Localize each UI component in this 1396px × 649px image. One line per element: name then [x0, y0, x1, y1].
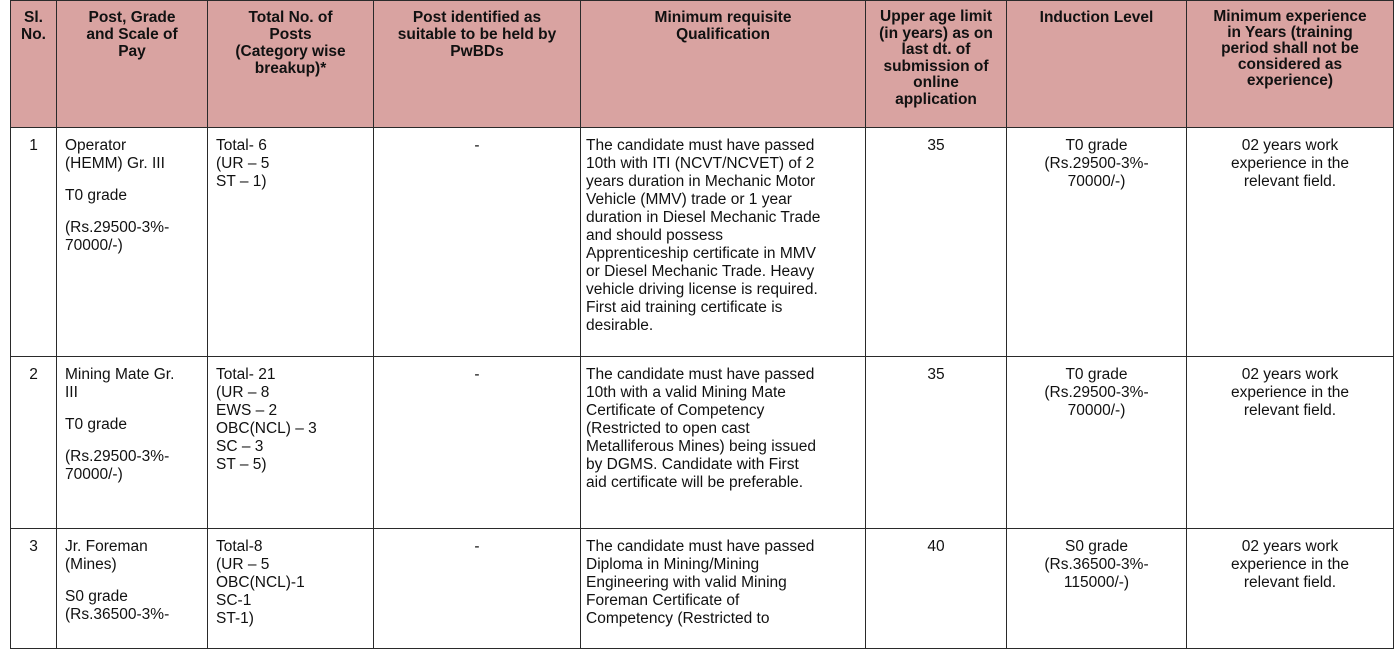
- text-line: and Scale of: [86, 26, 178, 43]
- cell-qualification: [581, 357, 866, 529]
- text-line: experience in the: [1230, 155, 1350, 172]
- cell-pwbd: -: [374, 128, 581, 357]
- text-line: 70000/-): [1067, 402, 1126, 419]
- text-line: 70000/-): [1067, 173, 1126, 190]
- text-line: duration in Diesel Mechanic Trade: [586, 209, 821, 226]
- text-line: (in years) as on: [879, 24, 993, 42]
- text-line: Total No. of: [248, 9, 333, 26]
- header-min-experience: [1187, 1, 1394, 128]
- text-line: (UR – 8: [216, 384, 270, 401]
- text-line: Post, Grade: [88, 9, 176, 26]
- cell-upper-age: 40: [866, 529, 1007, 649]
- text-line: (Rs.29500-3%-: [65, 448, 170, 465]
- text-line: The candidate must have passed: [586, 137, 815, 154]
- cell-sl: 1: [11, 128, 57, 357]
- cell-induction-level: [1007, 357, 1187, 529]
- text-line: Jr. Foreman: [65, 538, 148, 555]
- text-line: aid certificate will be preferable.: [586, 474, 804, 491]
- text-line: (Category wise: [235, 43, 346, 60]
- text-line: Apprenticeship certificate in MMV: [586, 245, 817, 262]
- cell-post: Jr. Foreman (Mines) S0 grade (Rs.36500-3%-: [57, 529, 208, 649]
- text-line: 02 years work: [1241, 366, 1339, 383]
- table-row: [11, 357, 1394, 529]
- header-pwbd: [374, 1, 581, 128]
- header-post-grade: [57, 1, 208, 128]
- text-line: Qualification: [676, 26, 770, 43]
- text-line: submission of: [883, 57, 989, 75]
- text-line: 70000/-): [65, 237, 123, 254]
- text-line: (Rs.29500-3%-: [1044, 155, 1149, 172]
- text-line: suitable to be held by: [397, 26, 557, 43]
- text-line: years duration in Mechanic Motor: [586, 173, 816, 190]
- text-line: (Restricted to open cast: [586, 420, 750, 437]
- text-line: Diploma in Mining/Mining: [586, 556, 760, 573]
- text-line: (UR – 5: [216, 556, 270, 573]
- text-line: or Diesel Mechanic Trade. Heavy: [586, 263, 815, 280]
- text-line: Operator: [65, 137, 127, 154]
- cell-total-posts: [208, 128, 374, 357]
- cell-post: Operator (HEMM) Gr. III T0 grade (Rs.29500-3%- 70000/-): [57, 128, 208, 357]
- table-row: [11, 128, 1394, 357]
- text-line: online: [913, 74, 959, 91]
- text-line: in Years (training: [1227, 24, 1353, 41]
- cell-pwbd: -: [374, 357, 581, 529]
- cell-min-experience: [1187, 128, 1394, 357]
- text-line: Metalliferous Mines) being issued: [586, 438, 817, 455]
- text-line: Minimum requisite: [654, 9, 792, 26]
- cell-sl: 3: [11, 529, 57, 649]
- header-qualification: [581, 1, 866, 128]
- header-sl-no: [11, 1, 57, 128]
- cell-upper-age: 35: [866, 128, 1007, 357]
- text-line: The candidate must have passed: [586, 538, 815, 555]
- text-line: PwBDs: [450, 43, 504, 60]
- text-line: Posts: [269, 26, 312, 43]
- text-line: Sl.: [24, 9, 43, 26]
- text-line: vehicle driving license is required.: [586, 281, 818, 298]
- text-line: S0 grade: [1065, 538, 1128, 555]
- cell-induction-level: [1007, 529, 1187, 649]
- text-line: considered as: [1237, 56, 1343, 73]
- text-line: 115000/-): [1063, 574, 1130, 591]
- header-induction-level: [1007, 1, 1187, 128]
- text-line: Minimum experience: [1213, 8, 1367, 25]
- text-line: Induction Level: [1039, 9, 1154, 26]
- recruitment-table: [10, 0, 1394, 649]
- text-line: ST – 5): [216, 456, 267, 473]
- cell-sl: 2: [11, 357, 57, 529]
- header-total-posts: [208, 1, 374, 128]
- text-line: 70000/-): [65, 466, 123, 483]
- text-line: OBC(NCL) – 3: [216, 420, 317, 437]
- text-line: Vehicle (MMV) trade or 1 year: [586, 191, 792, 208]
- cell-qualification: [581, 128, 866, 357]
- text-line: Engineering with valid Mining: [586, 574, 787, 591]
- text-line: by DGMS. Candidate with First: [586, 456, 799, 473]
- text-line: period shall not be: [1221, 40, 1359, 57]
- cell-induction-level: [1007, 128, 1187, 357]
- text-line: experience in the: [1230, 556, 1350, 573]
- text-line: No.: [21, 26, 46, 43]
- text-line: Mining Mate Gr.: [65, 366, 175, 383]
- text-line: and should possess: [586, 227, 724, 244]
- text-line: (Mines): [65, 556, 117, 573]
- text-line: Total- 6: [216, 137, 267, 154]
- text-line: ST-1): [216, 610, 254, 627]
- text-line: Total-8: [216, 538, 263, 555]
- text-line: The candidate must have passed: [586, 366, 815, 383]
- cell-upper-age: 35: [866, 357, 1007, 529]
- text-line: Post identified as: [412, 9, 542, 26]
- cell-total-posts: [208, 529, 374, 649]
- text-line: relevant field.: [1243, 574, 1337, 591]
- text-line: III: [65, 384, 78, 401]
- header-upper-age: [866, 1, 1007, 128]
- text-line: 02 years work: [1241, 137, 1339, 154]
- text-line: (Rs.29500-3%-: [1044, 384, 1149, 401]
- text-line: Total- 21: [216, 366, 276, 383]
- cell-total-posts: [208, 357, 374, 529]
- text-line: (UR – 5: [216, 155, 270, 172]
- text-line: desirable.: [586, 317, 654, 334]
- text-line: 10th with a valid Mining Mate: [586, 384, 786, 401]
- text-line: (Rs.36500-3%-: [65, 606, 170, 623]
- text-line: breakup)*: [254, 60, 327, 77]
- text-line: last dt. of: [901, 41, 971, 58]
- cell-min-experience: [1187, 357, 1394, 529]
- text-line: T0 grade: [1065, 137, 1128, 154]
- text-line: experience in the: [1230, 384, 1350, 401]
- text-line: SC – 3: [216, 438, 264, 455]
- text-line: 10th with ITI (NCVT/NCVET) of 2: [586, 155, 815, 172]
- text-line: (Rs.36500-3%-: [1044, 556, 1149, 573]
- text-line: T0 grade: [1065, 366, 1128, 383]
- text-line: EWS – 2: [216, 402, 278, 419]
- text-line: SC-1: [216, 592, 252, 609]
- cell-qualification: [581, 529, 866, 649]
- table-header: [11, 1, 1394, 128]
- text-line: relevant field.: [1243, 402, 1337, 419]
- cell-min-experience: [1187, 529, 1394, 649]
- table-row: [11, 529, 1394, 649]
- text-line: (HEMM) Gr. III: [65, 155, 165, 172]
- text-line: experience): [1246, 72, 1334, 89]
- text-line: Upper age limit: [880, 8, 992, 25]
- text-line: (Rs.29500-3%-: [65, 219, 170, 236]
- text-line: application: [895, 90, 977, 108]
- text-line: 02 years work: [1241, 538, 1339, 555]
- text-line: relevant field.: [1243, 173, 1337, 190]
- text-line: OBC(NCL)-1: [216, 574, 305, 591]
- text-line: Foreman Certificate of: [586, 592, 740, 609]
- text-line: Certificate of Competency: [586, 402, 765, 419]
- text-line: First aid training certificate is: [586, 299, 783, 316]
- cell-pwbd: -: [374, 529, 581, 649]
- text-line: Competency (Restricted to: [586, 610, 770, 627]
- text-line: ST – 1): [216, 173, 267, 190]
- cell-post: Mining Mate Gr. III T0 grade (Rs.29500-3%- 70000/-): [57, 357, 208, 529]
- text-line: Pay: [118, 43, 146, 60]
